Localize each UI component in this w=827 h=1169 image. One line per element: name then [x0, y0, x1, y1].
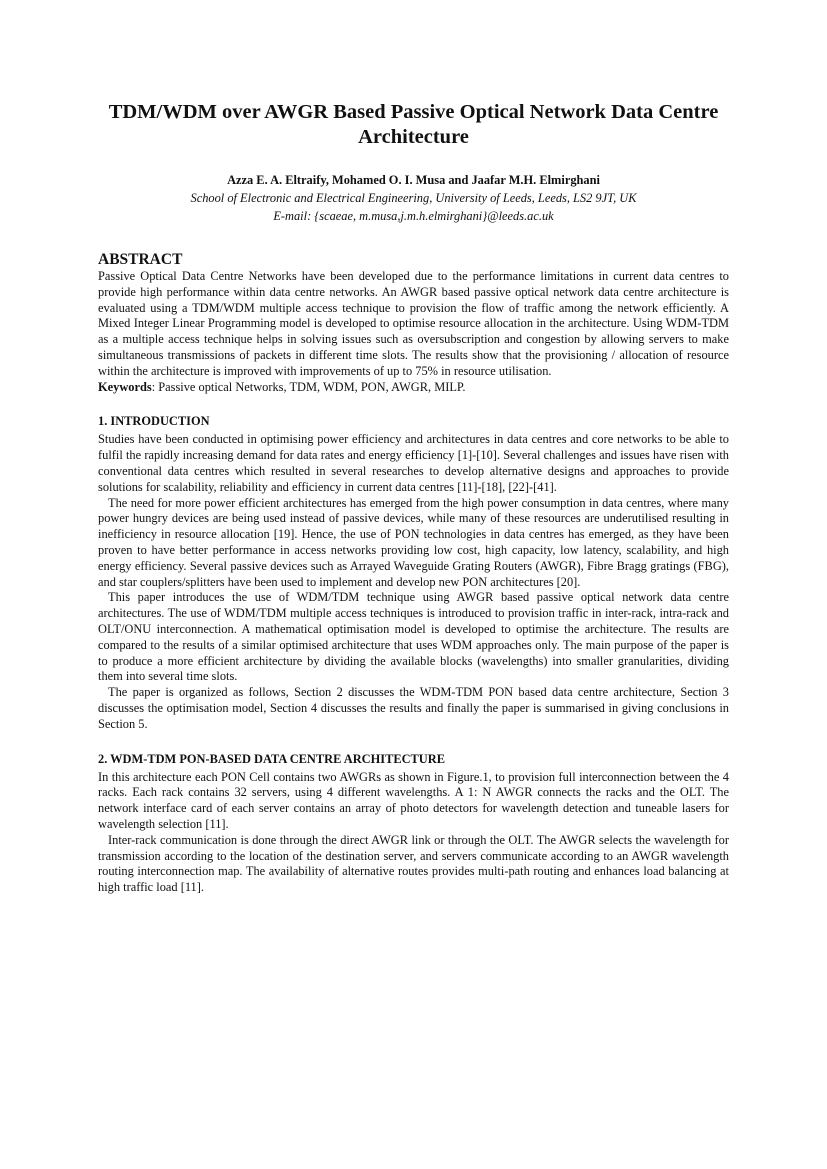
architecture-paragraph-1: In this architecture each PON Cell contains two AWGRs as shown in Figure.1, to provision full interconnection between the 4 racks. Each rack contains 32 servers, using 4 different wavelengths. A 1: N AWGR connects the racks and the OLT. The network interface card of each server contains an array of photo detectors for wavelength detection and tuneable lasers for wavelength selection [11]. [98, 769, 729, 831]
abstract-heading: ABSTRACT [98, 251, 183, 268]
intro-paragraph-4: The paper is organized as follows, Section 2 discusses the WDM-TDM PON based data centre architecture, Section 3 discusses the optimisation model, Section 4 discusses the results and finally the paper is summarised in giving conclusions in Section 5. [98, 685, 729, 731]
author-affiliation: School of Electronic and Electrical Engineering, University of Leeds, Leeds, LS2 9JT, UK [190, 191, 637, 205]
author-email: E-mail: {scaeae, m.musa,j.m.h.elmirghani}@leeds.ac.uk [273, 209, 554, 223]
section-heading-introduction: 1. INTRODUCTION [98, 414, 210, 429]
abstract-text: Passive Optical Data Centre Networks have been developed due to the performance limitations in current data centres to provide high performance within data centre networks. An AWGR based passive optical network data centre architecture is evaluated using a TDM/WDM multiple access technique to provision the flow of traffic among the network efficiently. A Mixed Integer Linear Programming model is developed to optimise resource allocation in the architecture. Using WDM-TDM as a multiple access technique helps in solving issues such as oversubscription and congestion by allowing servers to make simultaneous transmissions of packets in different time slots. The results show that the provisioning / allocation of resource within the architecture is improved with improvements of up to 75% in resource utilisation. [98, 269, 729, 378]
keywords-label: Keywords [98, 379, 152, 394]
paper-content [98, 100, 729, 896]
keywords-text: : Passive optical Networks, TDM, WDM, PON, AWGR, MILP. [151, 379, 466, 394]
paper-title: TDM/WDM over AWGR Based Passive Optical Network Data Centre Architecture [108, 101, 719, 148]
section-heading-architecture: 2. WDM-TDM PON-BASED DATA CENTRE ARCHITECTURE [98, 751, 445, 766]
keywords-line [98, 380, 729, 396]
intro-paragraph-3: This paper introduces the use of WDM/TDM technique using AWGR based passive optical network data centre architectures. The use of WDM/TDM multiple access techniques is introduced to provision traffic in inter-rack, intra-rack and OLT/ONU interconnection. A mathematical optimisation model is developed to optimise the architecture. The results are compared to the results of a similar optimised architecture that uses WDM approaches only. The main purpose of the paper is to produce a more efficient architecture by dividing the available blocks (wavelengths) into smaller granularities, dividing them into several time slots. [98, 590, 729, 684]
author-list: Azza E. A. Eltraify, Mohamed O. I. Musa and Jaafar M.H. Elmirghani [227, 173, 600, 187]
architecture-paragraph-2: Inter-rack communication is done through the direct AWGR link or through the OLT. The AWGR selects the wavelength for transmission according to the location of the destination server, and servers communicate according to an AWGR wavelength routing interconnection map. The availability of alternative routes provides multi-path routing and enhances load balancing at high traffic load [11]. [98, 832, 729, 895]
intro-paragraph-2: The need for more power efficient architectures has emerged from the high power consumption in data centres, where many power hungry devices are being used instead of passive devices, while many of these resources are underutilised resulting in inefficiency in resource allocation [19]. Hence, the use of PON technologies in data centres has emerged, as they have been proven to have better performance in access networks providing low cost, high capacity, low latency, scalability, and high energy efficiency. Several passive devices such as Arrayed Waveguide Grating Routers (AWGR), Fibre Bragg gratings (FBG), and star couplers/splitters have been used to implement and develop new PON architectures [20]. [98, 495, 729, 589]
intro-paragraph-1: Studies have been conducted in optimising power efficiency and architectures in data centres and core networks to be able to fulfil the rapidly increasing demand for data rates and energy efficiency [1]-[10]. Several challenges and issues have risen with conventional data centres which resulted in several researches to develop alternative designs and approaches to provide solutions for scalability, reliability and efficiency in current data centres [11]-[18], [22]-[41]. [98, 432, 729, 494]
